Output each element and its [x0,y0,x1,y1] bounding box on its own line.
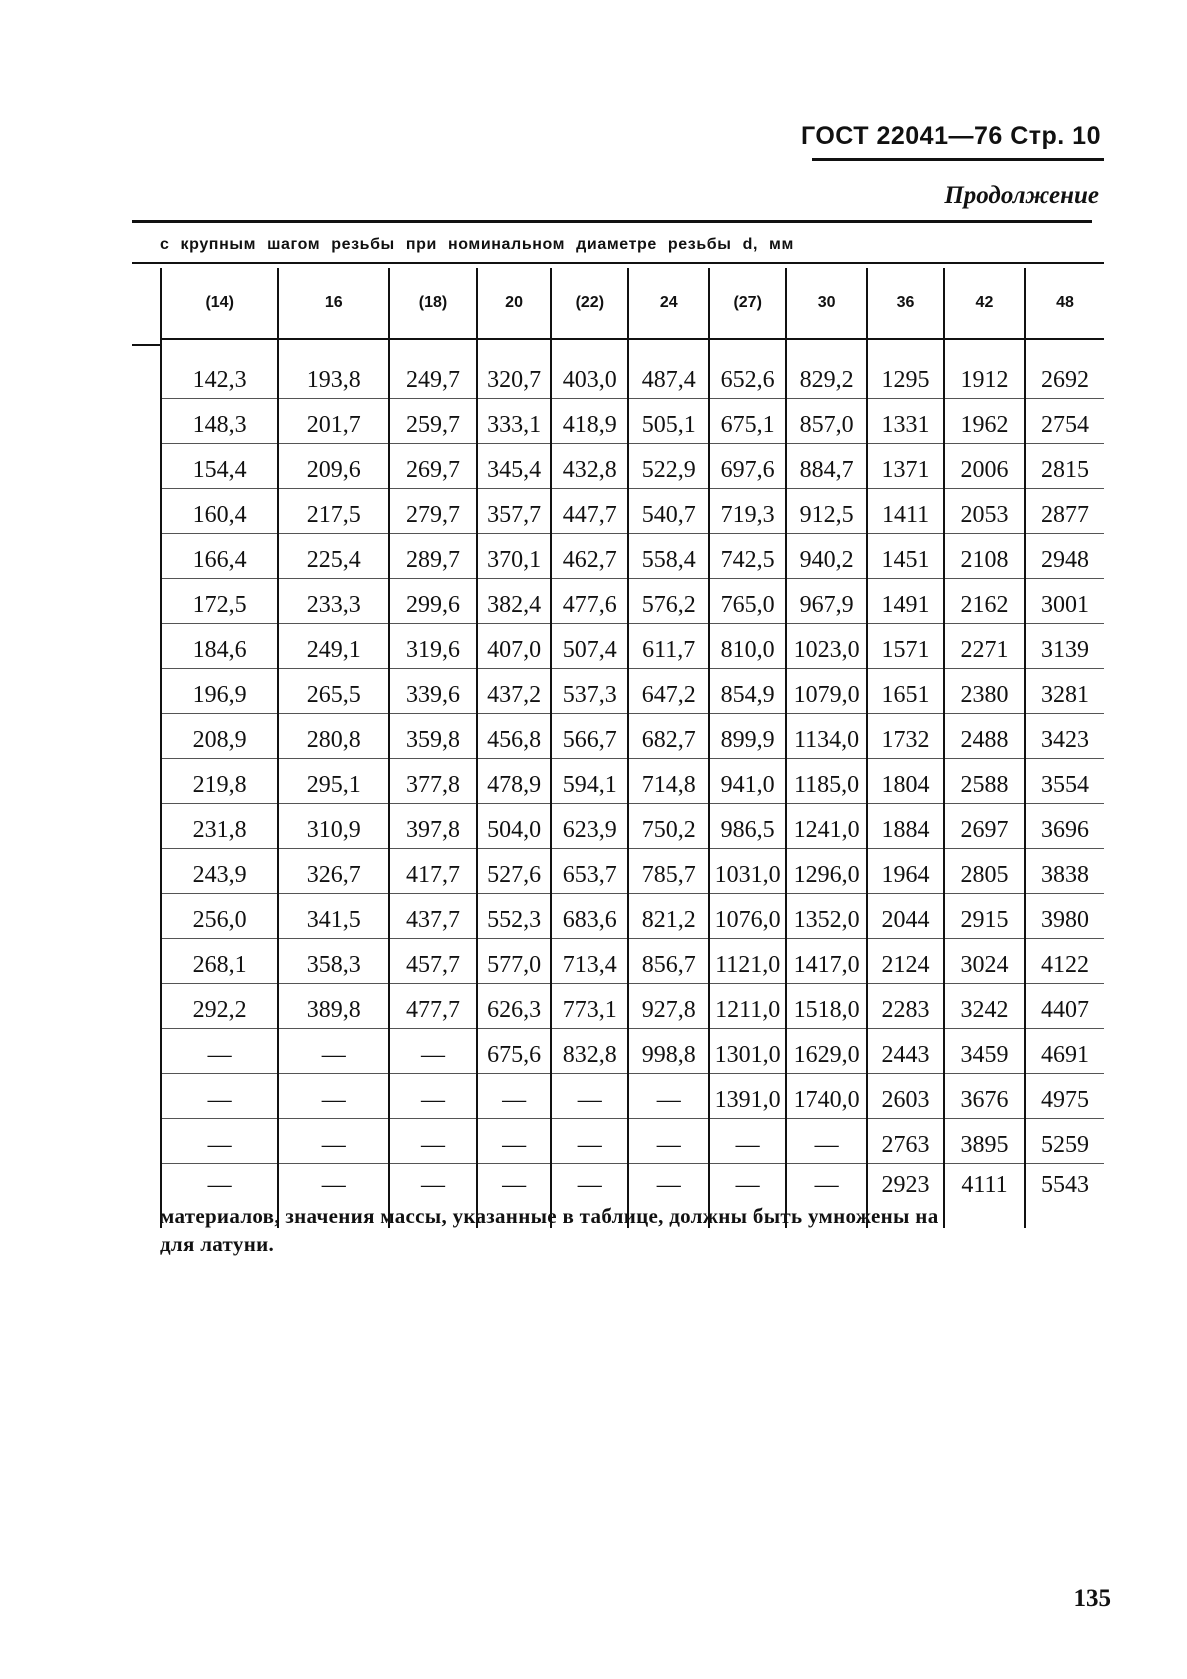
table-header-row [161,268,1104,339]
table-cell: 487,4 [628,339,709,399]
table-cell: 2915 [944,894,1025,939]
table-cell: — [278,1074,389,1119]
table-row [161,759,1104,804]
footnote-line-1: материалов, значения массы, указанные в таблице, должны быть умножены на [160,1204,939,1228]
table-cell: 370,1 [477,534,552,579]
column-header: 24 [628,268,709,339]
table-cell: 505,1 [628,399,709,444]
column-header: 48 [1025,268,1104,339]
table-cell: 259,7 [389,399,476,444]
table-cell: 4122 [1025,939,1104,984]
table-cell: 1912 [944,339,1025,399]
table-cell: 1804 [867,759,944,804]
table-cell: 742,5 [709,534,786,579]
table-row [161,444,1104,489]
table-cell: 339,6 [389,669,476,714]
table-cell: 1740,0 [786,1074,867,1119]
table-cell: 1295 [867,339,944,399]
table-cell: 3024 [944,939,1025,984]
table-cell: 292,2 [161,984,278,1029]
table-cell: 2923 [867,1164,944,1229]
table-cell: 418,9 [551,399,628,444]
table-cell: 456,8 [477,714,552,759]
table-cell: — [786,1119,867,1164]
table-cell: 2162 [944,579,1025,624]
table-cell: 462,7 [551,534,628,579]
table-cell: 1417,0 [786,939,867,984]
table-cell: 382,4 [477,579,552,624]
table-cell: — [278,1119,389,1164]
table-cell: 196,9 [161,669,278,714]
table-cell: 552,3 [477,894,552,939]
table-body [161,339,1104,1228]
table-cell: 576,2 [628,579,709,624]
table-row [161,894,1104,939]
table-cell: 403,0 [551,339,628,399]
table-cell: 558,4 [628,534,709,579]
table-cell: 940,2 [786,534,867,579]
table-cell: 142,3 [161,339,278,399]
table-cell: — [389,1029,476,1074]
table-row [161,939,1104,984]
table-cell: 1411 [867,489,944,534]
table-cell: 653,7 [551,849,628,894]
table-cell: 217,5 [278,489,389,534]
table-cell: — [389,1119,476,1164]
table-cell: 358,3 [278,939,389,984]
table-cell: 2044 [867,894,944,939]
table-cell: 1884 [867,804,944,849]
table-cell: 148,3 [161,399,278,444]
table-cell: — [551,1074,628,1119]
table-cell: 3423 [1025,714,1104,759]
table-cell: 3696 [1025,804,1104,849]
table-cell: 193,8 [278,339,389,399]
table-row [161,1119,1104,1164]
table-row [161,489,1104,534]
table-cell: 2877 [1025,489,1104,534]
table-cell: 3139 [1025,624,1104,669]
table-row [161,399,1104,444]
table-cell: 577,0 [477,939,552,984]
table-cell: 1023,0 [786,624,867,669]
table-cell: 447,7 [551,489,628,534]
table-cell: 675,6 [477,1029,552,1074]
table-cell: 3554 [1025,759,1104,804]
table-cell: 2283 [867,984,944,1029]
table-cell: 289,7 [389,534,476,579]
table-cell: 310,9 [278,804,389,849]
table-cell: 1296,0 [786,849,867,894]
table-cell: 432,8 [551,444,628,489]
table-cell: 647,2 [628,669,709,714]
table-cell: 3980 [1025,894,1104,939]
table-cell: 1031,0 [709,849,786,894]
table-cell: 2763 [867,1119,944,1164]
table-caption: с крупным шагом резьбы при номинальном диаметре резьбы d, мм [160,236,794,253]
table-cell: 3838 [1025,849,1104,894]
table-cell: 184,6 [161,624,278,669]
table-cell: 2124 [867,939,944,984]
table-cell: 854,9 [709,669,786,714]
table-cell: 377,8 [389,759,476,804]
table-cell: — [278,1164,389,1229]
table-cell: 280,8 [278,714,389,759]
table-cell: 279,7 [389,489,476,534]
table-cell: — [161,1119,278,1164]
table-cell: 1964 [867,849,944,894]
table-cell: — [389,1074,476,1119]
table-row [161,714,1104,759]
table-cell: 683,6 [551,894,628,939]
table-cell: 1491 [867,579,944,624]
table-cell: 1079,0 [786,669,867,714]
table-cell: 1571 [867,624,944,669]
table-cell: — [628,1119,709,1164]
table-cell: — [161,1074,278,1119]
table-row [161,849,1104,894]
table-cell: 2603 [867,1074,944,1119]
table-cell: 269,7 [389,444,476,489]
table-cell: 5543 [1025,1164,1104,1229]
table-cell: 998,8 [628,1029,709,1074]
table-cell: 268,1 [161,939,278,984]
table-cell: 4111 [944,1164,1025,1229]
table-cell: 3281 [1025,669,1104,714]
table-cell: 201,7 [278,399,389,444]
table-cell: 829,2 [786,339,867,399]
table-left-rule [132,344,162,346]
table-cell: 2805 [944,849,1025,894]
table-cell: 5259 [1025,1119,1104,1164]
table-cell: 478,9 [477,759,552,804]
table-cell: 527,6 [477,849,552,894]
table-cell: 209,6 [278,444,389,489]
table-cell: 941,0 [709,759,786,804]
table-cell: 927,8 [628,984,709,1029]
table-cell: 1352,0 [786,894,867,939]
column-header: 30 [786,268,867,339]
table-cell: 437,7 [389,894,476,939]
table-cell: 2006 [944,444,1025,489]
table-cell: 417,7 [389,849,476,894]
table-cell: 675,1 [709,399,786,444]
page-number: 135 [1073,1585,1111,1612]
table-cell: 397,8 [389,804,476,849]
column-header: 20 [477,268,552,339]
table-row [161,1074,1104,1119]
table-cell: 357,7 [477,489,552,534]
table-cell: 2948 [1025,534,1104,579]
table-cell: 714,8 [628,759,709,804]
table-row [161,339,1104,399]
table-cell: 832,8 [551,1029,628,1074]
table-cell: 172,5 [161,579,278,624]
column-header: (18) [389,268,476,339]
table-cell: 3895 [944,1119,1025,1164]
table-cell: 256,0 [161,894,278,939]
header-underline [812,158,1104,161]
table-cell: 1518,0 [786,984,867,1029]
table-cell: — [709,1119,786,1164]
table-cell: 623,9 [551,804,628,849]
table-cell: 160,4 [161,489,278,534]
table-cell: 810,0 [709,624,786,669]
table-cell: 345,4 [477,444,552,489]
table-cell: 437,2 [477,669,552,714]
table-cell: 785,7 [628,849,709,894]
column-header: (22) [551,268,628,339]
table-cell: 504,0 [477,804,552,849]
table-cell: 477,7 [389,984,476,1029]
table-cell: — [628,1074,709,1119]
table-cell: 249,1 [278,624,389,669]
table-row [161,534,1104,579]
table-cell: 1451 [867,534,944,579]
column-header: 42 [944,268,1025,339]
table-cell: 3676 [944,1074,1025,1119]
table-cell: 1651 [867,669,944,714]
table-cell: 912,5 [786,489,867,534]
table-cell: 750,2 [628,804,709,849]
table-row [161,1029,1104,1074]
table-cell: 2380 [944,669,1025,714]
table-cell: 265,5 [278,669,389,714]
column-header: 36 [867,268,944,339]
table-cell: 697,6 [709,444,786,489]
table-cell: — [786,1164,867,1229]
table-row [161,579,1104,624]
table-cell: 225,4 [278,534,389,579]
table-cell: 856,7 [628,939,709,984]
footnote [160,1202,1110,1258]
table-cell: — [278,1029,389,1074]
table-cell: 884,7 [786,444,867,489]
table-cell: 540,7 [628,489,709,534]
table-cell: 477,6 [551,579,628,624]
table-cell: 857,0 [786,399,867,444]
table-cell: — [389,1164,476,1229]
table-cell: — [628,1164,709,1229]
table-row [161,669,1104,714]
table-cell: 719,3 [709,489,786,534]
table-cell: 2108 [944,534,1025,579]
table-cell: 773,1 [551,984,628,1029]
table-cell: 4691 [1025,1029,1104,1074]
table-cell: — [161,1029,278,1074]
table-cell: 821,2 [628,894,709,939]
table-cell: 333,1 [477,399,552,444]
table-row [161,984,1104,1029]
document-header: ГОСТ 22041—76 Стр. 10 [801,122,1101,150]
table-cell: 713,4 [551,939,628,984]
table-cell: 682,7 [628,714,709,759]
table-row [161,624,1104,669]
table-cell: 319,6 [389,624,476,669]
table-cell: 249,7 [389,339,476,399]
table-cell: 4975 [1025,1074,1104,1119]
column-header: (14) [161,268,278,339]
table-cell: 537,3 [551,669,628,714]
table-cell: 1371 [867,444,944,489]
table-cell: 765,0 [709,579,786,624]
table-cell: 1076,0 [709,894,786,939]
table-cell: 299,6 [389,579,476,624]
table-cell: 2271 [944,624,1025,669]
table-cell: 1962 [944,399,1025,444]
column-header: 16 [278,268,389,339]
column-header: (27) [709,268,786,339]
table-cell: — [709,1164,786,1229]
table-cell: 2692 [1025,339,1104,399]
table-cell: 1121,0 [709,939,786,984]
table-cell: 2488 [944,714,1025,759]
mass-table [160,268,1104,1228]
table-cell: 166,4 [161,534,278,579]
table-cell: 1241,0 [786,804,867,849]
footnote-line-2: для латуни. [160,1232,275,1256]
table-cell: 341,5 [278,894,389,939]
table-cell: 243,9 [161,849,278,894]
table-cell: 2053 [944,489,1025,534]
continuation-label: Продолжение [944,182,1099,209]
table-cell: 389,8 [278,984,389,1029]
table-top-rule [132,220,1092,223]
table-cell: 594,1 [551,759,628,804]
table-cell: 1301,0 [709,1029,786,1074]
table-cell: 1629,0 [786,1029,867,1074]
table-cell: 1391,0 [709,1074,786,1119]
table-row [161,804,1104,849]
table-cell: 219,8 [161,759,278,804]
caption-rule [132,262,1104,264]
table-cell: 326,7 [278,849,389,894]
table-cell: 611,7 [628,624,709,669]
table-cell: — [551,1119,628,1164]
table-cell: 407,0 [477,624,552,669]
table-cell: 3001 [1025,579,1104,624]
table-cell: 359,8 [389,714,476,759]
table-cell: — [161,1164,278,1229]
table-cell: 208,9 [161,714,278,759]
table-cell: 626,3 [477,984,552,1029]
table-cell: 1331 [867,399,944,444]
table-cell: 652,6 [709,339,786,399]
table-cell: — [477,1074,552,1119]
table-cell: 986,5 [709,804,786,849]
table-cell: 1732 [867,714,944,759]
table-cell: 2815 [1025,444,1104,489]
table-cell: 2588 [944,759,1025,804]
table-cell: 3459 [944,1029,1025,1074]
table-cell: 2443 [867,1029,944,1074]
table-cell: 320,7 [477,339,552,399]
table-cell: 2754 [1025,399,1104,444]
table-cell: 154,4 [161,444,278,489]
table-cell: — [477,1164,552,1229]
table-cell: 566,7 [551,714,628,759]
table-cell: 899,9 [709,714,786,759]
table-cell: 522,9 [628,444,709,489]
table-cell: 295,1 [278,759,389,804]
table-cell: 1185,0 [786,759,867,804]
table-cell: 1134,0 [786,714,867,759]
table-cell: — [477,1119,552,1164]
table-cell: 507,4 [551,624,628,669]
table-cell: 457,7 [389,939,476,984]
table-cell: 1211,0 [709,984,786,1029]
table-cell: 967,9 [786,579,867,624]
table-cell: — [551,1164,628,1229]
table-cell: 231,8 [161,804,278,849]
table-cell: 2697 [944,804,1025,849]
table-cell: 233,3 [278,579,389,624]
table-cell: 4407 [1025,984,1104,1029]
table-cell: 3242 [944,984,1025,1029]
